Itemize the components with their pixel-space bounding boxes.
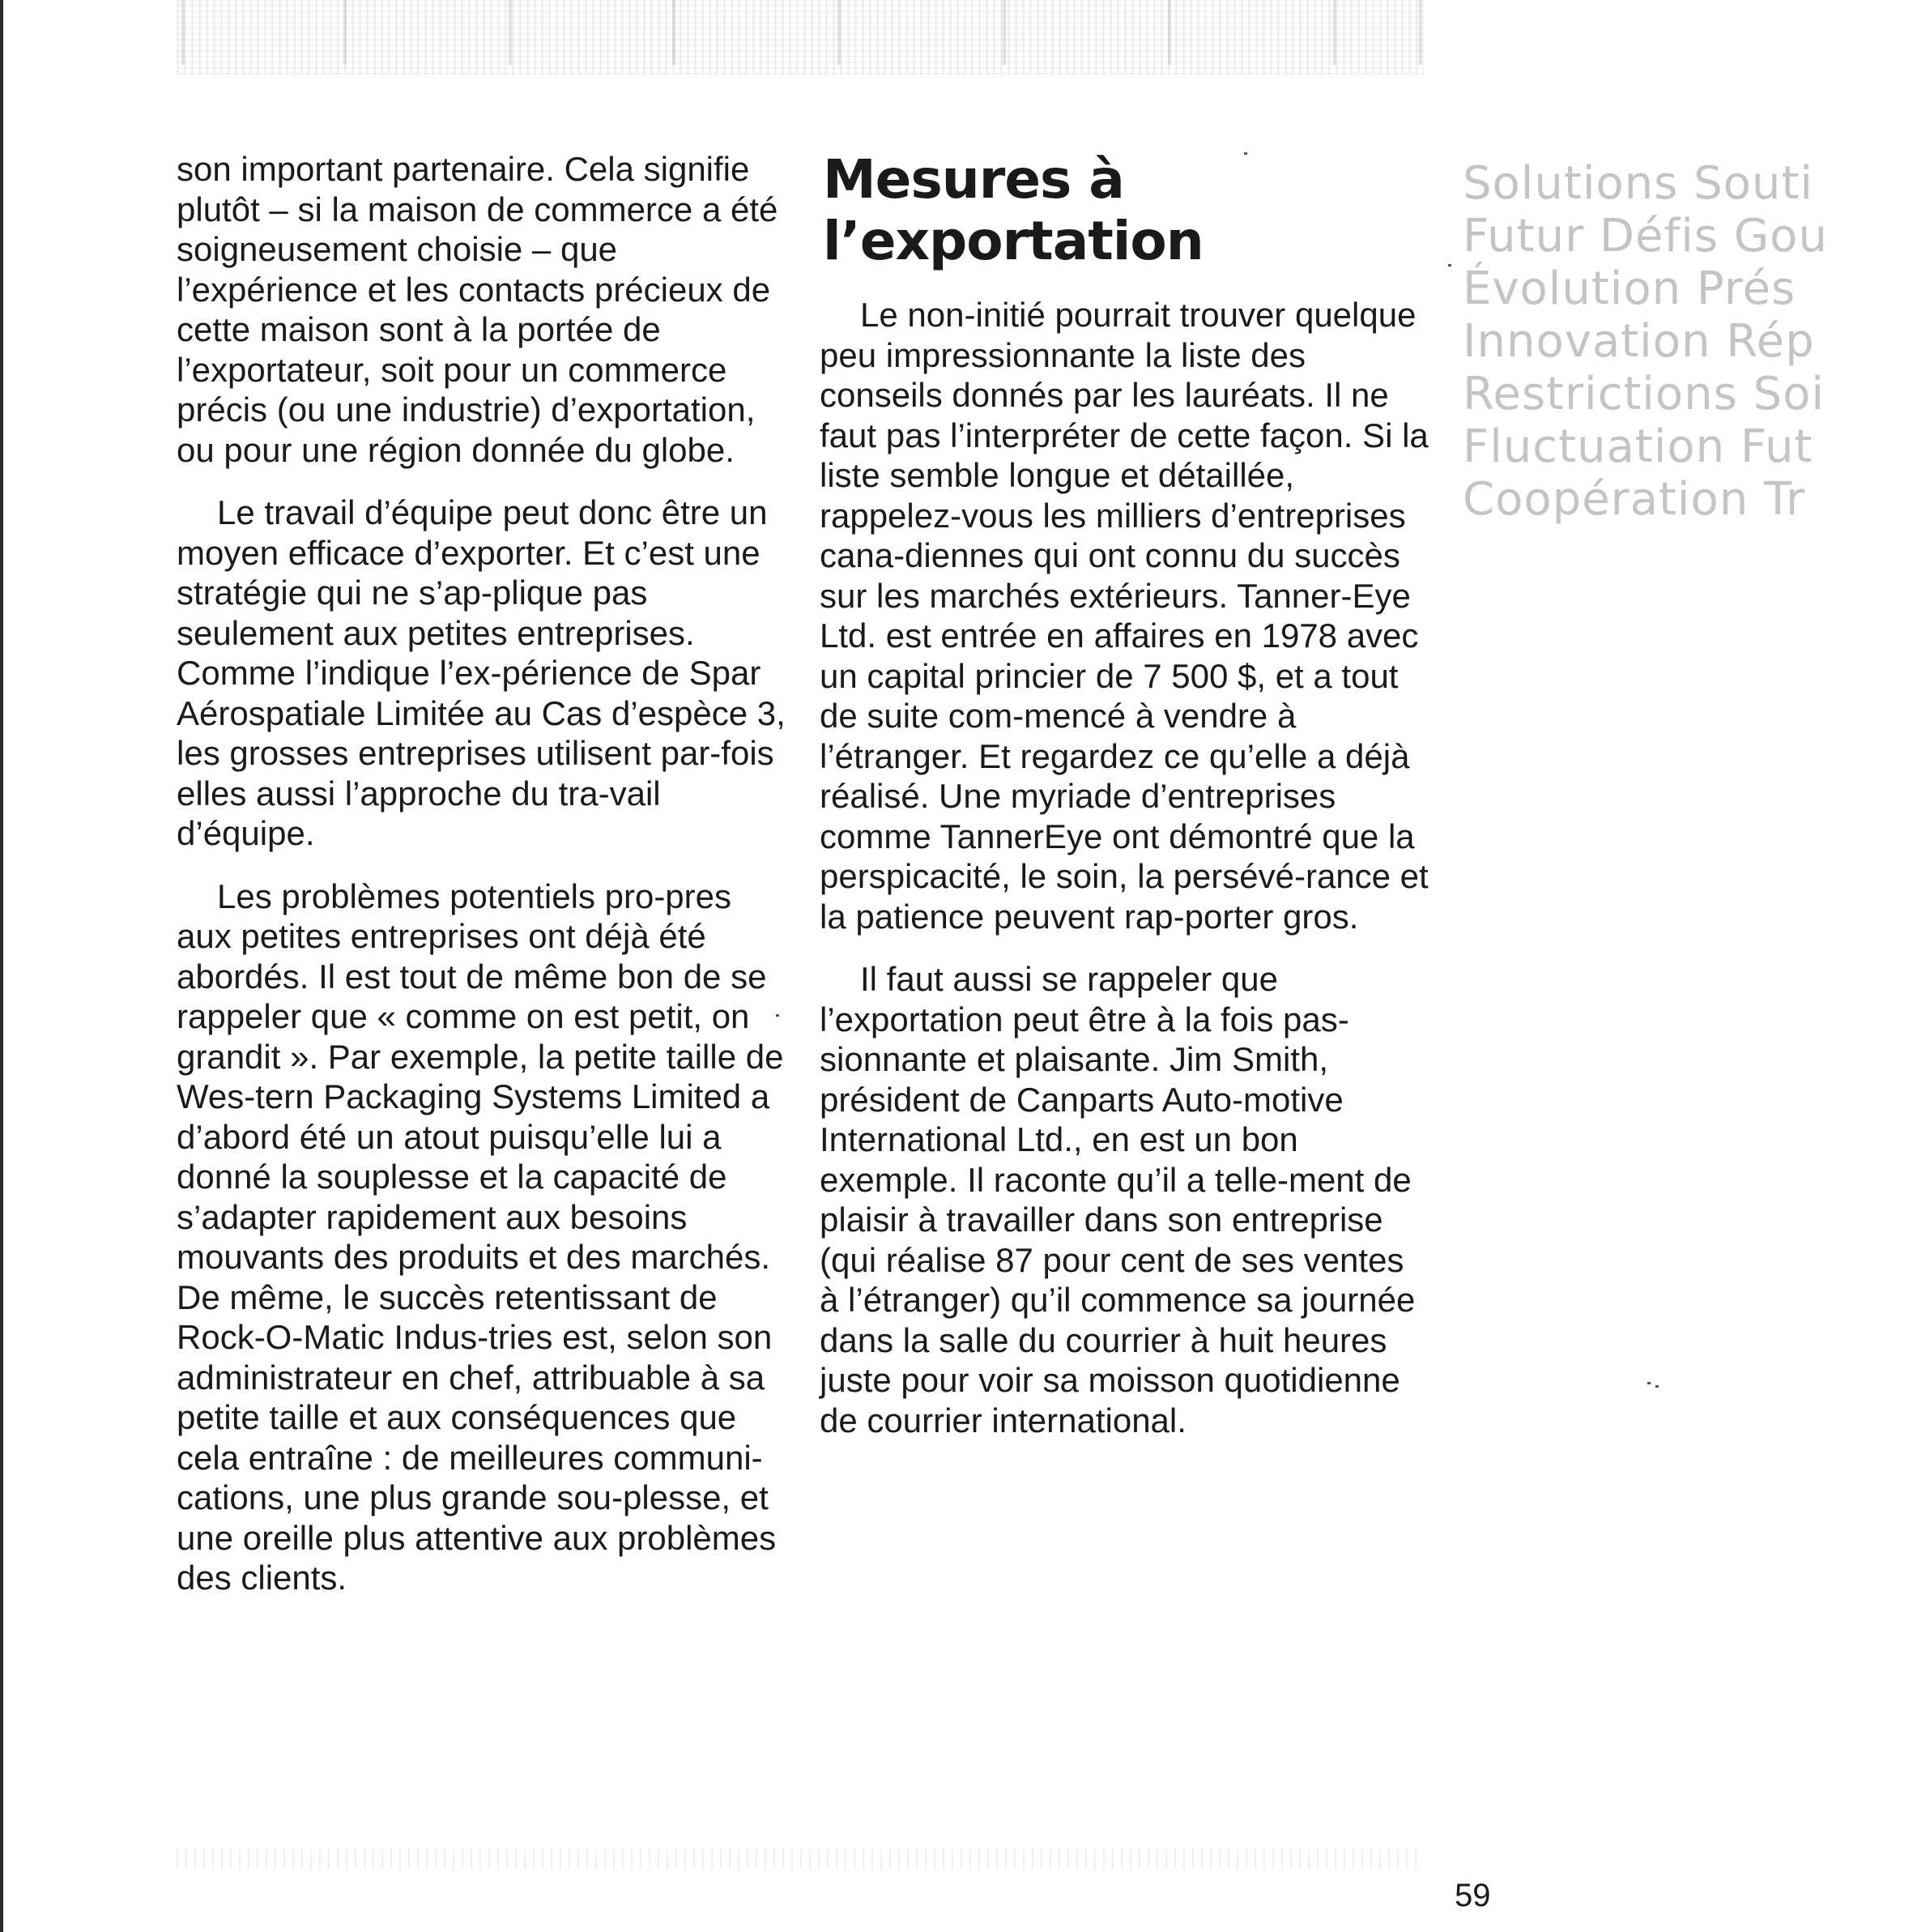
header-band-mark — [837, 0, 841, 65]
header-band-mark — [509, 0, 512, 65]
section-heading — [823, 149, 1406, 272]
body-paragraph: son important partenaire. Cela signifie plutôt – si la maison de commerce a été soigneusement choisie – que l’expérience et les contacts précieux de cette maison sont à la portée de l’exportateur, soit pour un commerce précis (ou une industrie) d’exportation, ou pour une région donnée du globe. — [177, 150, 778, 469]
watermark-line: Restrictions Soi — [1463, 368, 1825, 420]
decorative-footer-band — [177, 1849, 1424, 1870]
scan-speck — [1244, 152, 1247, 155]
header-band-mark — [181, 0, 185, 65]
section-heading-line: l’exportation — [823, 210, 1204, 272]
body-paragraph: Les problèmes potentiels pro-pres aux petites entreprises ont déjà été abordés. Il est tout de même bon de se rappeler que « comme on est petit, on grandit ». Par exemple, la petite taille de Wes-tern Packaging Systems Limited a d’abord été un atout puisqu’elle lui a donné la souplesse et la capacité de s’adapter rapidement aux besoins mouvants des produits et des marchés. De même, le succès retentissant de Rock-O-Matic Indus-tries est, selon son administrateur en chef, attribuable à sa petite taille et aux conséquences que cela entraîne : de meilleures communi-cations, une plus grande sou-plesse, et une oreille plus attentive aux problèmes des clients. — [177, 876, 784, 1597]
section-heading-line: Mesures à — [823, 148, 1124, 211]
scan-speck — [1647, 1382, 1651, 1384]
header-band-mark — [1419, 0, 1422, 65]
decorative-header-band — [177, 0, 1424, 75]
watermark-line: Fluctuation Fut — [1463, 420, 1813, 473]
scan-edge — [0, 0, 3, 1932]
scan-speck — [776, 1014, 779, 1017]
header-band-mark — [343, 0, 347, 65]
watermark-line: Futur Défis Gou — [1463, 210, 1828, 262]
watermark-line: Innovation Rép — [1463, 315, 1815, 368]
watermark-line: Coopération Tr — [1463, 473, 1806, 526]
header-band-mark — [1333, 0, 1336, 65]
left-text-column — [177, 149, 792, 1621]
header-band-mark — [1168, 0, 1171, 65]
decorative-word-watermark — [1463, 157, 1831, 530]
header-band-mark — [672, 0, 675, 65]
body-paragraph: Le non-initié pourrait trouver quelque peu impressionnante la liste des conseils donnés par les lauréats. Il ne faut pas l’interpréter de cette façon. Si la liste semble longue et détaillée, rappelez-vous les milliers d’entreprises cana-diennes qui ont connu du succès sur les marchés extérieurs. Tanner-Eye Ltd. est entrée en affaires en 1978 avec un capital princier de 7 500 $, et a tout de suite com-mencé à vendre à l’étranger. Et regardez ce qu’elle a déjà réalisé. Une myriade d’entreprises comme TannerEye ont démontré que la perspicacité, le soin, la persévé-rance et la patience peuvent rap-porter gros. — [820, 296, 1429, 936]
middle-text-column — [820, 295, 1429, 1463]
page-number: 59 — [1455, 1878, 1491, 1913]
watermark-line: Solutions Souti — [1463, 157, 1813, 210]
body-paragraph: Il faut aussi se rappeler que l’exportation peut être à la fois pas-sionnante et plaisante. Jim Smith, président de Canparts Auto-motive International Ltd., en est un bon exemple. Il raconte qu’il a telle-ment de plaisir à travailler dans son entreprise (qui réalise 87 pour cent de ses ventes à l’étranger) qu’il commence sa journée dans la salle du courrier à huit heures juste pour voir sa moisson quotidienne de courrier international. — [820, 960, 1416, 1439]
watermark-line: Évolution Prés — [1463, 262, 1796, 315]
header-band-mark — [1003, 0, 1006, 65]
scan-speck — [1448, 264, 1451, 267]
body-paragraph: Le travail d’équipe peut donc être un moyen efficace d’exporter. Et c’est une stratégie qui ne s’ap-plique pas seulement aux petites entreprises. Comme l’indique l’ex-périence de Spar Aérospatiale Limitée au Cas d’espèce 3, les grosses entreprises utilisent par-fois elles aussi l’approche du tra-vail d’équipe. — [177, 493, 786, 852]
scan-speck — [1655, 1385, 1659, 1388]
